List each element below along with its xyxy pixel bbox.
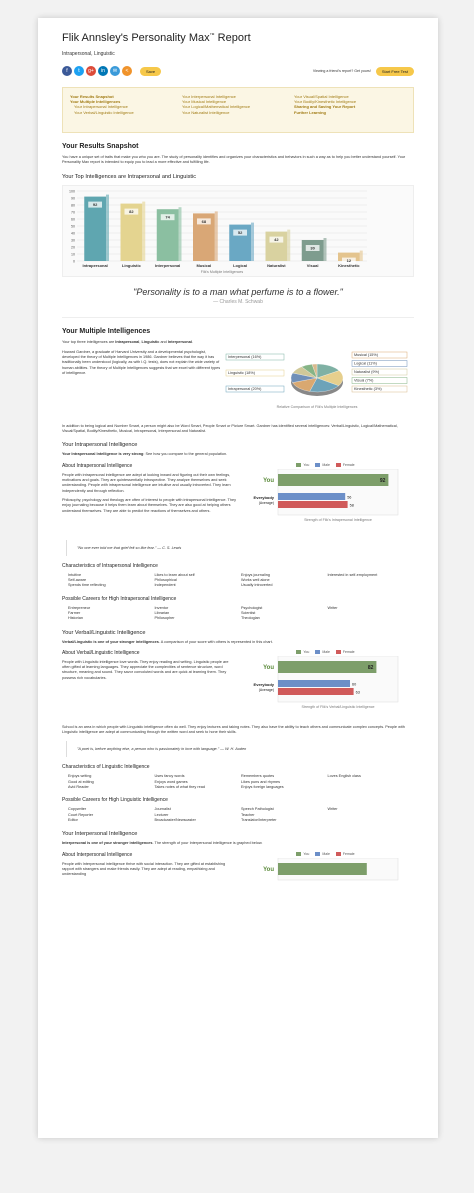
list-item: Entrepreneur: [68, 605, 91, 610]
intra-body: [62, 463, 414, 534]
bar-value-label: 42: [274, 236, 279, 242]
list-item: Intuitive: [68, 572, 82, 577]
list-item: Takes notes of what they read: [154, 785, 205, 790]
bar-side: [179, 207, 182, 261]
toc-link[interactable]: Your Bodily/Kinesthetic Intelligence: [294, 99, 357, 105]
bar-side: [106, 194, 109, 260]
mi-heading: Your Multiple Intelligences: [62, 327, 151, 335]
legend-you: You: [296, 650, 309, 654]
toc-link[interactable]: Your Musical Intelligence: [182, 99, 227, 105]
pie-label: Naturalist (9%): [354, 369, 380, 374]
table-of-contents: [62, 87, 414, 133]
mi-intro: Your top three intelligences are Intrapersonal, Linguistic and Interpersonal.: [62, 339, 193, 344]
list-item: Enjoys foreign languages: [241, 785, 284, 790]
x-tick-label: Logical: [233, 262, 248, 268]
list-item: Good at editing: [68, 779, 94, 784]
legend-female: Female: [336, 463, 355, 467]
list-item: Farmer: [68, 610, 81, 615]
list-item: Teacher: [241, 812, 255, 817]
legend-you: You: [296, 463, 309, 467]
list-item: Philosophical: [154, 578, 177, 583]
bar-value-label: 52: [237, 229, 243, 235]
pie-label: Visual (7%): [354, 378, 374, 383]
ling-quote: "A poet is, before anything else, a person who is passionately in love with language." — W. H. Auden: [66, 741, 414, 757]
list-item: Spends time reflecting: [68, 583, 106, 588]
y-tick-label: 0: [73, 258, 75, 263]
bar-you: [278, 863, 367, 875]
list-item: Uses fancy words: [154, 774, 185, 779]
list-item: Avid Reader: [68, 785, 89, 790]
snapshot-intro: You have a unique set of traits that make you who you are. The study of personality identifies and organizes your characteristics and behaviors in such a way as to help you better understand yourself. Your Personality Max report is intended to equip you to lead a more effective and fulfilling life.: [62, 155, 406, 165]
bar-side: [142, 201, 145, 260]
bar-value-label: 92: [92, 201, 98, 207]
bar-female: [278, 501, 348, 508]
inter-intro: Interpersonal is one of your stronger intelligences. The strength of your Interpersonal intelligence is graphed below.: [62, 841, 263, 846]
x-tick-label: Visual: [306, 262, 319, 268]
mi-paragraph-2: In addition to being logical and Number Smart, a person might also be Word Smart, People Smart or Picture Smart. Gardner has identified several intelligences: Verbal/Linguistic, Logical/Mathematical, Visual/Spatial, Bodily/Kinesthetic, Musical, Intrapersonal, Interpersonal and Naturalist.: [62, 423, 398, 434]
bar-side: [360, 250, 363, 260]
intra-quote: "No one ever told me that grief felt so like fear." — C. S. Lewis: [66, 540, 414, 556]
list-item: Writer: [327, 807, 338, 812]
list-item: Court Reporter: [68, 812, 94, 817]
toc-link[interactable]: Your Intrapersonal Intelligence: [74, 104, 128, 110]
pie-label: Intrapersonal (20%): [228, 386, 262, 391]
intelligences-bar-chart: [62, 185, 414, 277]
intra-careers-list: [62, 606, 414, 622]
y-tick-label: 30: [71, 237, 75, 242]
category-label: You: [263, 477, 274, 484]
facebook-share-icon[interactable]: f: [62, 66, 72, 76]
y-tick-label: 80: [71, 202, 75, 207]
toc-link[interactable]: Your Visual/Spatial Intelligence: [294, 94, 349, 99]
bar-value-label: 82: [129, 208, 134, 214]
mi-text: [62, 350, 222, 420]
legend-female: Female: [336, 650, 355, 654]
bar-you: [278, 474, 388, 486]
list-item: Translator/Interpreter: [241, 817, 277, 822]
intra-characteristics-heading: Characteristics of Intrapersonal Intelligence: [62, 562, 158, 569]
chart-legend: [243, 852, 414, 856]
list-item: Broadcaster/Newscaster: [154, 817, 196, 822]
x-tick-label: Intrapersonal: [82, 262, 108, 268]
bar-side: [215, 211, 218, 261]
list-item: Psychologist: [241, 605, 263, 610]
legend-you: You: [296, 852, 309, 856]
bar-value-label: 68: [201, 218, 207, 224]
legend-male: Male: [315, 852, 330, 856]
intra-comparison-chart: [243, 469, 413, 529]
inter-body: [62, 852, 414, 893]
category-label: Everybody: [253, 681, 274, 687]
list-item: Inventor: [154, 605, 169, 610]
bar-you: [278, 661, 376, 673]
y-tick-label: 50: [71, 223, 75, 228]
bar-value-label: 30: [310, 245, 315, 251]
list-item: [328, 818, 415, 823]
y-tick-label: 100: [69, 188, 75, 193]
list-item: Interested in self-employment: [327, 572, 378, 577]
y-tick-label: 70: [71, 209, 75, 214]
ling-paragraph-1: People with Linguistic intelligence love words. They enjoy reading and writing. Linguistic people are often gifted at learning languages. They appreciate the complexities of sentence structure, word structure, meaning and sound. They savor convoluted words and are quick at learning them. They possess rich vocabularies.: [62, 659, 229, 680]
toc-column: [70, 94, 182, 126]
bar-value-label: 63: [355, 690, 360, 695]
ling-heading: Your Verbal/Linguistic Intelligence: [62, 629, 146, 636]
toc-link[interactable]: Your Results Snapshot: [70, 94, 114, 99]
pie-label: Kinesthetic (3%): [354, 386, 382, 391]
pie-label: Linguistic (18%): [228, 370, 256, 375]
ling-comparison-chart: [243, 656, 413, 716]
ling-body: [62, 650, 414, 721]
category-label: You: [263, 866, 274, 873]
list-item: Independent: [154, 583, 176, 588]
start-free-test-button[interactable]: Start Free Test: [376, 67, 414, 76]
list-item: [328, 616, 415, 621]
report-subtitle: Intrapersonal, Linguistic: [62, 51, 115, 57]
toc-link[interactable]: Your Multiple Intelligences: [70, 99, 121, 105]
bar-male: [278, 680, 350, 687]
bar-value-label: 60: [352, 682, 357, 687]
inter-paragraph-1: People with Interpersonal intelligence thrive with social interaction. They are gifted at establishing rapport with strangers and make friends easily. They are adept at reading, empathizing and understanding: [62, 861, 226, 877]
toc-link[interactable]: Your Interpersonal Intelligence: [182, 94, 236, 99]
toc-column: [182, 94, 294, 126]
page-fade: [38, 1098, 438, 1138]
ling-careers-heading: Possible Careers for High Linguistic Intelligence: [62, 797, 168, 804]
bar-value-label: 56: [347, 495, 352, 500]
list-item: Works well alone: [241, 578, 270, 583]
toc-link[interactable]: Your Naturalist Intelligence: [182, 109, 230, 115]
intra-intro: Your Intrapersonal Intelligence is very strong: See how you compare to the general population.: [62, 452, 228, 457]
bar-value-label: 74: [165, 214, 170, 220]
toc-column: [294, 94, 406, 126]
toc-link[interactable]: Sharing and Saving Your Report: [294, 104, 356, 110]
bar-side: [287, 229, 290, 260]
y-tick-label: 90: [71, 195, 75, 200]
list-item: Copywriter: [68, 807, 87, 812]
list-item: [328, 583, 415, 588]
pie-caption: Relative Comparison of Flik's Multiple Intelligences: [276, 404, 358, 409]
bar-side: [324, 238, 327, 261]
googleplus-share-icon[interactable]: g+: [86, 66, 96, 76]
pie-label: Musical (15%): [354, 352, 379, 357]
top-intelligences-heading: Your Top Intelligences are Intrapersonal and Linguistic: [62, 173, 197, 180]
snapshot-heading: Your Results Snapshot: [62, 143, 139, 150]
x-tick-label: Musical: [196, 262, 212, 268]
intra-characteristics-list: [62, 573, 414, 589]
bar: [266, 231, 288, 260]
ling-about-heading: About Verbal/Linguistic Intelligence: [62, 649, 140, 656]
mi-paragraph-1: Howard Gardner, a graduate of Harvard University and a developmental psychologist, developed the theory of Multiple Intelligences in 1986. Gardner believes that the way it has traditionally been understood (logically, as with I.Q. tests), does not explain the wide variety of human abilities. The theory of Multiple Intelligences suggests that we excel with different types of intelligence.: [62, 349, 221, 376]
y-tick-label: 10: [71, 251, 75, 256]
email-share-icon[interactable]: ✉: [110, 66, 120, 76]
bar-value-label: 12: [346, 257, 352, 263]
chart-caption: Strength of Flik's Intrapersonal Intelligence: [304, 517, 372, 522]
x-tick-label: Interpersonal: [154, 262, 181, 268]
bar-value-label: 82: [367, 664, 374, 671]
quote-text: "Personality is to a man what perfume is to a flower.": [133, 286, 343, 297]
list-item: Likes to learn about self: [154, 572, 195, 577]
report-title: Flik Annsley's Personality Max™ Report: [62, 32, 251, 44]
chart-caption: Flik's Multiple Intelligences: [200, 269, 244, 274]
twitter-share-icon[interactable]: t: [74, 66, 84, 76]
category-label: You: [263, 664, 274, 671]
category-label: Everybody: [253, 494, 274, 500]
legend-male: Male: [315, 463, 330, 467]
ling-careers-list: [62, 807, 414, 823]
list-item: Speech Pathologist: [241, 807, 274, 812]
ling-text: [62, 650, 237, 721]
toc-link[interactable]: Your Verbal/Linguistic Intelligence: [74, 109, 134, 115]
mi-body: [62, 350, 414, 420]
list-item: Enjoys writing: [68, 774, 92, 779]
divider: [62, 317, 414, 318]
y-tick-label: 40: [71, 230, 75, 235]
list-item: Journalist: [154, 807, 171, 812]
share-bar: [62, 65, 414, 77]
pie-label: Logical (11%): [354, 361, 377, 366]
list-item: Enjoys journaling: [241, 572, 270, 577]
list-item: Loves English class: [327, 774, 361, 779]
bar-side: [251, 222, 254, 260]
ling-comparison: [243, 650, 414, 721]
y-tick-label: 60: [71, 216, 75, 221]
report-page: [38, 18, 438, 1138]
list-item: Writer: [327, 605, 338, 610]
inter-about-heading: About Interpersonal Intelligence: [62, 851, 133, 858]
pie-chart-svg: [222, 350, 412, 420]
ling-intro: Verbal/Linguistic is one of your stronger intelligences. A comparison of your score with others is represented in this chart.: [62, 639, 273, 644]
list-item: Enjoys word games: [154, 779, 188, 784]
list-item: Remembers quotes: [241, 774, 275, 779]
legend-male: Male: [315, 650, 330, 654]
bar-female: [278, 688, 354, 695]
viewing-prompt: Viewing a friend's report? Get yours!: [312, 69, 371, 73]
list-item: Usually introverted: [241, 583, 273, 588]
intra-heading: Your Intrapersonal Intelligence: [62, 442, 138, 449]
ling-paragraph-2: School is an area in which people with Linguistic intelligence often do well. They enjoy lectures and taking notes. They also have the ability to teach others and communicate complex concepts. People with Linguistic intelligence are adept at communicating through the written word and seek to hone their skills.: [62, 724, 405, 735]
share-share-icon[interactable]: <: [122, 66, 132, 76]
list-item: Theologian: [241, 616, 260, 621]
linkedin-share-icon[interactable]: in: [98, 66, 108, 76]
pie-chart: [222, 350, 414, 420]
list-item: Scientist: [241, 610, 256, 615]
intra-about-heading: About Intrapersonal Intelligence: [62, 462, 133, 469]
legend-female: Female: [336, 852, 355, 856]
list-item: Philosopher: [154, 616, 175, 621]
save-button[interactable]: Save: [140, 67, 161, 76]
toc-link[interactable]: Your Logical/Mathematical Intelligence: [182, 104, 251, 110]
intra-comparison: [243, 463, 414, 534]
intelligences-bar-chart-svg: [63, 186, 373, 276]
quote-author: — Charles M. Schwab: [213, 298, 263, 305]
chart-legend: [243, 650, 414, 654]
y-tick-label: 20: [71, 244, 75, 249]
list-item: Self-aware: [68, 578, 87, 583]
intra-paragraph-1: People with intrapersonal intelligence are adept at looking inward and figuring out their own feelings, motivations and goals. They are quintessentially introspective. They analyze themselves and seek understanding. People with intrapersonal intelligence are intuitive and usually introverted. They learn independently and through reflection.: [62, 472, 231, 493]
bar-value-label: 58: [349, 503, 354, 508]
ling-characteristics-heading: Characteristics of Linguistic Intelligence: [62, 764, 150, 771]
intra-text: [62, 463, 237, 534]
social-buttons: [62, 66, 134, 76]
ling-characteristics-list: [62, 774, 414, 790]
list-item: Librarian: [154, 610, 170, 615]
bar-male: [278, 493, 345, 500]
chart-legend: [243, 463, 414, 467]
list-item: Historian: [68, 616, 83, 621]
quote-block: [62, 287, 414, 305]
list-item: Lecturer: [154, 812, 169, 817]
intra-careers-heading: Possible Careers for High Intrapersonal Intelligence: [62, 595, 177, 602]
inter-heading: Your Interpersonal Intelligence: [62, 831, 138, 838]
chart-caption: Strength of Flik's Verbal/Linguistic Intelligence: [301, 704, 375, 709]
pie-label: Interpersonal (16%): [228, 354, 262, 359]
toc-link[interactable]: Further Learning: [294, 109, 327, 115]
inter-comparison-chart: [243, 858, 413, 888]
category-sublabel: (Average): [258, 500, 274, 505]
inter-comparison: [243, 852, 414, 893]
bar-value-label: 92: [379, 477, 386, 484]
x-tick-label: Linguistic: [121, 262, 141, 268]
list-item: Likes puns and rhymes: [241, 779, 281, 784]
category-sublabel: (Average): [258, 687, 274, 692]
inter-text: [62, 852, 237, 893]
list-item: Editor: [68, 817, 78, 822]
x-tick-label: Naturalist: [267, 262, 286, 268]
x-tick-label: Kinesthetic: [338, 262, 360, 268]
intra-paragraph-2: Philosophy, psychology and theology are often of interest to people with intrapersonal intelligence. They enjoy journaling because it helps them learn about themselves. They are also good at helping others understand themselves. They are able to predict the reactions of themselves and others.: [62, 497, 236, 513]
list-item: [328, 785, 415, 790]
